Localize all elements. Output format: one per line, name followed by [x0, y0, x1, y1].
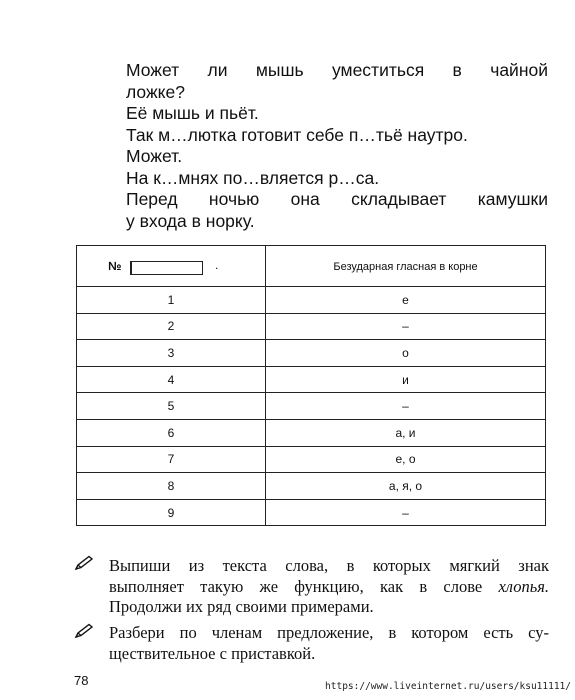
pencil-icon: [74, 623, 94, 644]
passage-line-2: ложке?: [126, 81, 185, 102]
watermark-url: https://www.liveinternet.ru/users/ksu11111/: [325, 681, 571, 692]
task-1-line-3: Продолжи их ряд своими примерами.: [109, 597, 374, 616]
passage-text: [126, 60, 548, 232]
row-vowel: –: [266, 313, 546, 340]
row-vowel: –: [266, 393, 546, 420]
answer-box[interactable]: [130, 261, 203, 275]
row-number: 5: [77, 393, 266, 420]
row-number: 6: [77, 419, 266, 446]
table-header-row: [77, 246, 546, 287]
row-number: 2: [77, 313, 266, 340]
passage-line-7: Перед ночью она складывает камушки: [126, 189, 548, 209]
row-number: 4: [77, 366, 266, 393]
row-vowel: е, о: [266, 446, 546, 473]
table-row: [77, 313, 546, 340]
task-1-line-2-text: выполняет такую же функцию, как в слове: [109, 576, 483, 596]
row-number: 8: [77, 473, 266, 500]
number-sign-label: №: [108, 259, 122, 273]
table-row: [77, 499, 546, 526]
row-number: 7: [77, 446, 266, 473]
row-number: 9: [77, 499, 266, 526]
table-header-vowel: [266, 246, 546, 287]
task-1-line-2: [109, 577, 549, 598]
table-row: [77, 287, 546, 314]
table-header-vowel-label: Безударная гласная в корне: [333, 261, 478, 273]
task-1-line-1: Выпиши из текста слова, в которых мягкий знак: [109, 556, 549, 575]
task-2-line-1: Разбери по членам предложение, в котором есть су-: [109, 623, 549, 642]
passage-line-8: у входа в норку.: [126, 210, 255, 231]
row-vowel: и: [266, 366, 546, 393]
row-vowel: а, и: [266, 419, 546, 446]
page-number: 78: [74, 673, 89, 688]
passage-line-4: Так м…лютка готовит себе п…тьё наутро.: [126, 124, 468, 145]
task-1-text: [109, 556, 549, 618]
row-vowel: е: [266, 287, 546, 314]
table-header-number: [77, 246, 266, 287]
row-vowel: о: [266, 340, 546, 367]
example-word: хлопья.: [498, 576, 549, 596]
table-row: [77, 446, 546, 473]
header-dot: .: [215, 258, 219, 272]
task-2-text: [109, 623, 549, 664]
passage-line-6: На к…мнях по…вляется р…са.: [126, 167, 380, 188]
row-number: 3: [77, 340, 266, 367]
passage-line-3: Её мышь и пьёт.: [126, 103, 259, 123]
table-row: [77, 393, 546, 420]
row-vowel: –: [266, 499, 546, 526]
pencil-icon: [74, 555, 94, 576]
table-row: [77, 340, 546, 367]
table-row: [77, 366, 546, 393]
row-number: 1: [77, 287, 266, 314]
table-row: [77, 419, 546, 446]
passage-line-1: Может ли мышь уместиться в чайной: [126, 60, 548, 80]
task-2-line-2: ществительное с приставкой.: [109, 643, 316, 663]
passage-line-5: Может.: [126, 146, 183, 166]
answer-table: [76, 245, 546, 526]
table-row: [77, 473, 546, 500]
row-vowel: а, я, о: [266, 473, 546, 500]
